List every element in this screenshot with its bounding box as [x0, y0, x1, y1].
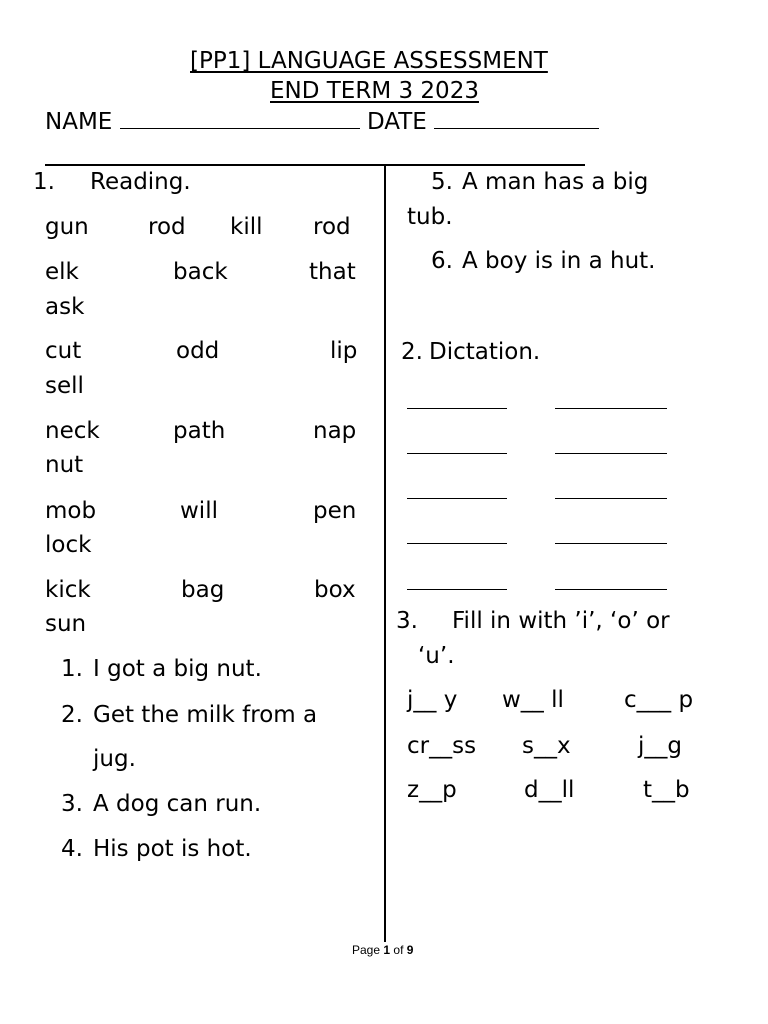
- fill-number: 3.: [396, 608, 418, 634]
- name-date-line: [45, 111, 599, 134]
- word: neck: [45, 418, 100, 444]
- fill-item[interactable]: c___ p: [624, 687, 694, 713]
- word: rod: [148, 214, 186, 240]
- word: will: [180, 498, 218, 524]
- sentence-number: 5.: [431, 169, 453, 195]
- date-blank[interactable]: [434, 128, 599, 129]
- header-divider: [45, 164, 585, 166]
- sentence-text: Get the milk from a: [93, 702, 318, 728]
- dictation-blank[interactable]: [407, 589, 507, 590]
- word: bag: [181, 577, 225, 603]
- fill-item[interactable]: cr__ss: [407, 733, 477, 759]
- fill-item[interactable]: z__p: [407, 777, 457, 803]
- word: kick: [45, 577, 91, 603]
- word: ask: [45, 294, 85, 320]
- of-word: of: [393, 943, 404, 957]
- dictation-blank[interactable]: [555, 589, 667, 590]
- word: pen: [313, 498, 357, 524]
- dictation-blank[interactable]: [555, 498, 667, 499]
- fill-item[interactable]: j__ y: [407, 687, 458, 713]
- sentence-text: A boy is in a hut.: [462, 248, 656, 274]
- sentence-number: 2.: [61, 702, 83, 728]
- fill-item[interactable]: d__ll: [524, 777, 575, 803]
- word: lock: [45, 532, 92, 558]
- word: box: [314, 577, 356, 603]
- word: gun: [45, 214, 89, 240]
- page-current: 1: [383, 943, 391, 957]
- page-total: 9: [406, 943, 414, 957]
- word: nap: [313, 418, 357, 444]
- sentence-number: 4.: [61, 836, 83, 862]
- title-line-2: END TERM 3 2023: [270, 78, 479, 104]
- dictation-blank[interactable]: [407, 498, 507, 499]
- word: sun: [45, 611, 87, 637]
- word: back: [173, 259, 228, 285]
- dictation-number: 2.: [401, 339, 423, 365]
- fill-item[interactable]: t__b: [643, 777, 690, 803]
- dictation-blank[interactable]: [555, 408, 667, 409]
- sentence-number: 6.: [431, 248, 453, 274]
- sentence-text-continued: jug.: [93, 746, 136, 772]
- dictation-blank[interactable]: [407, 408, 507, 409]
- title-line-1: [PP1] LANGUAGE ASSESSMENT: [190, 48, 548, 74]
- dictation-blank[interactable]: [555, 543, 667, 544]
- fill-heading: Fill in with ’i’, ‘o’ or: [452, 608, 670, 634]
- sentence-text: I got a big nut.: [93, 656, 262, 682]
- sentence-text: His pot is hot.: [93, 836, 252, 862]
- fill-item[interactable]: j__g: [638, 733, 682, 759]
- word: rod: [313, 214, 351, 240]
- fill-heading-continued: ‘u’.: [418, 643, 455, 669]
- reading-heading: Reading.: [90, 169, 191, 195]
- word: that: [309, 259, 356, 285]
- column-divider: [384, 166, 386, 942]
- word: sell: [45, 373, 84, 399]
- dictation-blank[interactable]: [407, 543, 507, 544]
- fill-item[interactable]: w__ ll: [502, 687, 564, 713]
- word: lip: [330, 338, 358, 364]
- word: cut: [45, 338, 82, 364]
- reading-number: 1.: [33, 169, 55, 195]
- page-footer: [352, 944, 413, 956]
- dictation-heading: Dictation.: [429, 339, 541, 365]
- page-word: Page: [352, 943, 381, 957]
- name-label: NAME: [45, 109, 113, 135]
- name-blank[interactable]: [120, 128, 360, 129]
- dictation-blank[interactable]: [555, 453, 667, 454]
- sentence-number: 3.: [61, 791, 83, 817]
- word: odd: [176, 338, 220, 364]
- sentence-text: A man has a big: [462, 169, 649, 195]
- sentence-number: 1.: [61, 656, 83, 682]
- word: path: [173, 418, 226, 444]
- date-label: DATE: [366, 109, 427, 135]
- word: elk: [45, 259, 79, 285]
- dictation-blank[interactable]: [407, 453, 507, 454]
- word: mob: [45, 498, 97, 524]
- fill-item[interactable]: s__x: [522, 733, 571, 759]
- word: kill: [230, 214, 263, 240]
- sentence-text-continued: tub.: [407, 204, 453, 230]
- sentence-text: A dog can run.: [93, 791, 262, 817]
- word: nut: [45, 452, 84, 478]
